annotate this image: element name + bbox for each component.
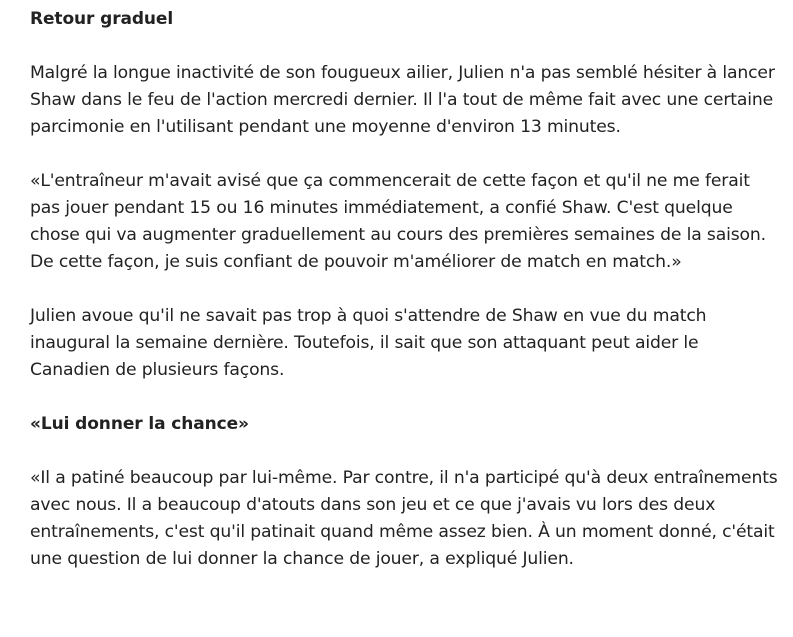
paragraph: Julien avoue qu'il ne savait pas trop à quoi s'attendre de Shaw en vue du match inaugural la semaine dernière. Toutefois, il sait que son attaquant peut aider le Canadien de plusieurs façons. bbox=[30, 306, 707, 380]
paragraph: Malgré la longue inactivité de son fougueux ailier, Julien n'a pas semblé hésiter à lancer Shaw dans le feu de l'action mercredi dernier. Il l'a tout de même fait avec une certaine parcimonie en l'utilisant pendant une moyenne d'environ 13 minutes. bbox=[30, 63, 775, 137]
quote-paragraph: «L'entraîneur m'avait avisé que ça commencerait de cette façon et qu'il ne me ferait pas jouer pendant 15 ou 16 minutes immédiatement, a confié Shaw. C'est quelque chose qui va augmenter graduellement au cours des premières semaines de la saison. De cette façon, je suis confiant de pouvoir m'améliorer de match en match.» bbox=[30, 171, 766, 272]
article-body bbox=[30, 6, 778, 573]
section-heading-retour-graduel: Retour graduel bbox=[30, 9, 174, 29]
section-heading-lui-donner-la-chance: «Lui donner la chance» bbox=[30, 414, 249, 434]
quote-paragraph: «Il a patiné beaucoup par lui-même. Par contre, il n'a participé qu'à deux entraînements avec nous. Il a beaucoup d'atouts dans son jeu et ce que j'avais vu lors des deux entraînements, c'est qu'il patinait quand même assez bien. À un moment donné, c'était une question de lui donner la chance de jouer, a expliqué Julien. bbox=[30, 468, 778, 569]
